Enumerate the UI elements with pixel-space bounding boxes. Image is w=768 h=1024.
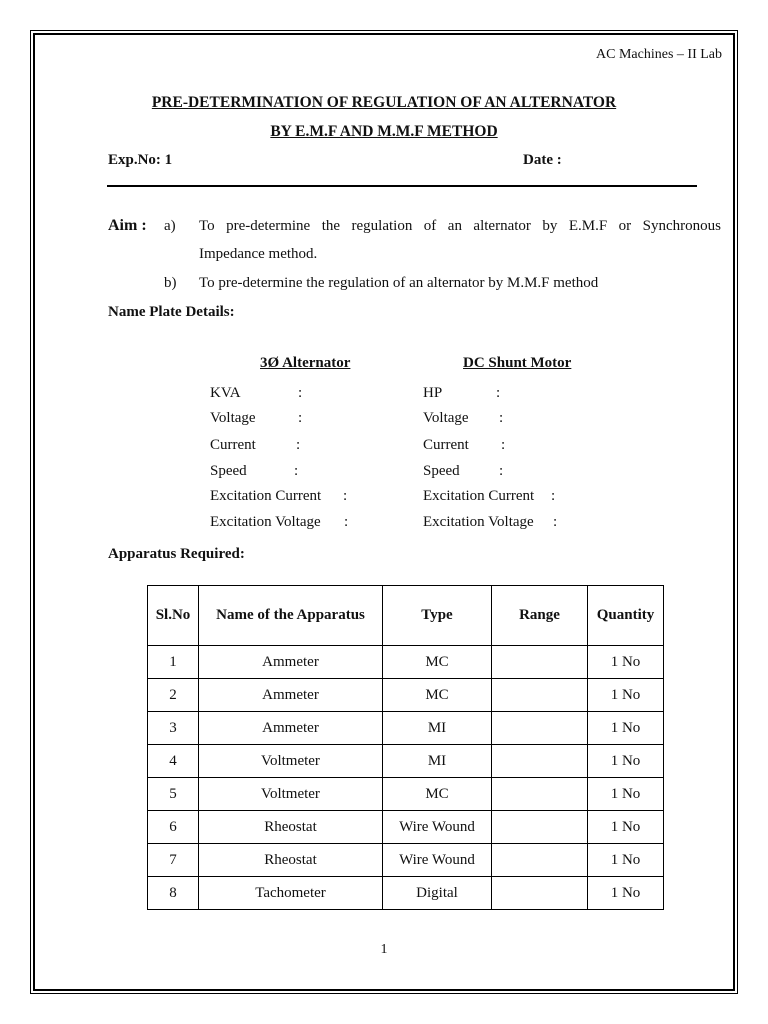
alt-field-colon: : (343, 488, 348, 504)
motor-field-label: HP (423, 385, 443, 401)
aim-text-a: To pre-determine the regulation of an alternator by E.M.F or Synchronous (199, 218, 721, 234)
aim-text-b: To pre-determine the regulation of an alternator by M.M.F method (199, 275, 599, 291)
cell-quantity: 1 No (588, 745, 664, 778)
alt-field-label: KVA (210, 385, 241, 401)
cell-type: MI (383, 712, 492, 745)
motor-field-label: Excitation Voltage (423, 514, 534, 530)
alt-field-label: Speed (210, 463, 247, 479)
cell-type: MI (383, 745, 492, 778)
cell-name: Ammeter (199, 646, 383, 679)
motor-field-colon: : (499, 410, 504, 426)
cell-type: Digital (383, 877, 492, 910)
cell-name: Rheostat (199, 844, 383, 877)
cell-quantity: 1 No (588, 877, 664, 910)
cell-slno: 4 (148, 745, 199, 778)
exp-number: Exp.No: 1 (108, 152, 173, 168)
motor-field-colon: : (551, 488, 556, 504)
title-line-2: BY E.M.F AND M.M.F METHOD (270, 123, 498, 140)
cell-type: MC (383, 778, 492, 811)
cell-range (492, 712, 588, 745)
apparatus-heading: Apparatus Required: (108, 546, 245, 562)
cell-range (492, 778, 588, 811)
cell-quantity: 1 No (588, 844, 664, 877)
alt-field-colon: : (298, 385, 303, 401)
cell-quantity: 1 No (588, 712, 664, 745)
alt-field-colon: : (344, 514, 349, 530)
lab-name-header: AC Machines – II Lab (596, 47, 722, 62)
name-plate-heading: Name Plate Details: (108, 304, 235, 320)
table-row (148, 646, 664, 679)
alt-field-colon: : (296, 437, 301, 453)
column-header: Name of the Apparatus (199, 586, 383, 646)
aim-marker-a: a) (164, 218, 176, 234)
motor-field-colon: : (553, 514, 558, 530)
motor-field-label: Current (423, 437, 469, 453)
table-row (148, 679, 664, 712)
aim-text-a-continued: Impedance method. (199, 246, 318, 262)
cell-slno: 7 (148, 844, 199, 877)
motor-field-colon: : (499, 463, 504, 479)
cell-range (492, 679, 588, 712)
header-divider (107, 185, 697, 187)
alt-field-colon: : (298, 410, 303, 426)
cell-type: MC (383, 646, 492, 679)
cell-name: Ammeter (199, 712, 383, 745)
motor-field-colon: : (501, 437, 506, 453)
cell-slno: 3 (148, 712, 199, 745)
column-header: Sl.No (148, 586, 199, 646)
column-header: Type (383, 586, 492, 646)
cell-range (492, 877, 588, 910)
cell-name: Rheostat (199, 811, 383, 844)
cell-quantity: 1 No (588, 778, 664, 811)
cell-name: Ammeter (199, 679, 383, 712)
cell-name: Tachometer (199, 877, 383, 910)
table-row (148, 712, 664, 745)
table-row (148, 745, 664, 778)
motor-field-label: Voltage (423, 410, 469, 426)
cell-quantity: 1 No (588, 679, 664, 712)
cell-name: Voltmeter (199, 778, 383, 811)
cell-slno: 1 (148, 646, 199, 679)
cell-slno: 8 (148, 877, 199, 910)
dc-motor-title: DC Shunt Motor (463, 355, 572, 371)
table-row (148, 811, 664, 844)
cell-type: MC (383, 679, 492, 712)
apparatus-table (147, 585, 664, 910)
table-row (148, 778, 664, 811)
alt-field-label: Excitation Voltage (210, 514, 321, 530)
alt-field-label: Excitation Current (210, 488, 322, 504)
column-header: Range (492, 586, 588, 646)
table-row (148, 844, 664, 877)
alt-field-label: Current (210, 437, 256, 453)
table-header-row (148, 586, 664, 646)
table-row (148, 877, 664, 910)
motor-field-label: Speed (423, 463, 460, 479)
cell-slno: 6 (148, 811, 199, 844)
column-header: Quantity (588, 586, 664, 646)
cell-type: Wire Wound (383, 811, 492, 844)
cell-range (492, 844, 588, 877)
cell-range (492, 646, 588, 679)
alternator-title: 3Ø Alternator (260, 355, 351, 371)
cell-type: Wire Wound (383, 844, 492, 877)
cell-range (492, 745, 588, 778)
cell-quantity: 1 No (588, 811, 664, 844)
aim-label: Aim : (108, 217, 147, 234)
motor-field-label: Excitation Current (423, 488, 535, 504)
alt-field-label: Voltage (210, 410, 256, 426)
alt-field-colon: : (294, 463, 299, 479)
cell-slno: 2 (148, 679, 199, 712)
cell-range (492, 811, 588, 844)
cell-slno: 5 (148, 778, 199, 811)
motor-field-colon: : (496, 385, 501, 401)
cell-name: Voltmeter (199, 745, 383, 778)
date-label: Date : (523, 152, 562, 168)
page-number: 1 (380, 942, 388, 957)
cell-quantity: 1 No (588, 646, 664, 679)
title-line-1: PRE-DETERMINATION OF REGULATION OF AN ALTERNATOR (151, 94, 617, 111)
aim-marker-b: b) (164, 275, 177, 291)
